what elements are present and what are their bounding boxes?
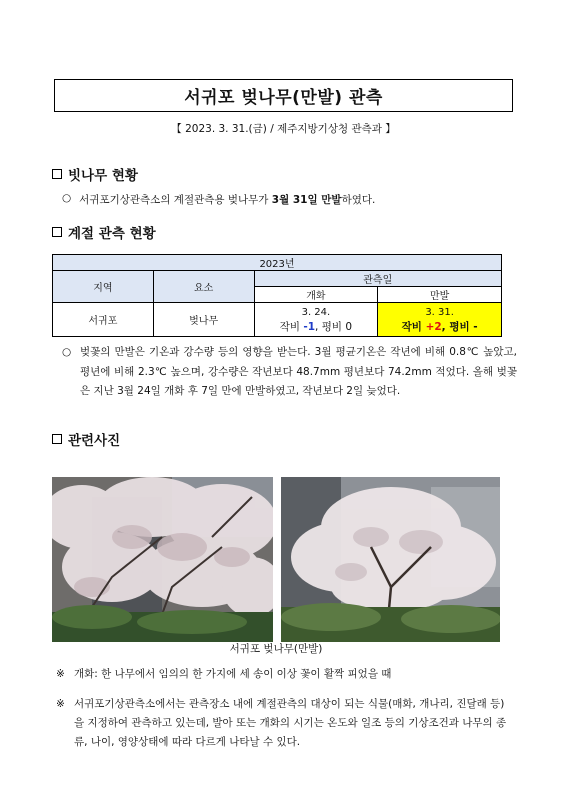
bloom-prev-label: 작비 <box>279 320 304 333</box>
note-1-text: 개화: 한 나무에서 임의의 한 가지에 세 송이 이상 꽃이 활짝 피었을 때 <box>74 668 392 680</box>
full-date: 3. 31. <box>425 306 454 318</box>
bloom-prev-value: -1 <box>303 320 316 333</box>
note-2-text: 서귀포기상관측소에서는 관측장소 내에 계절관측의 대상이 되는 식물(매화, 개나리, 진달래 등)을 지정하여 관측하고 있는데, 발아 또는 개화의 시기는 온도와 일조 등의 기상조건과 나무의 종류, 나이, 영양상태에 따라 다르게 나타날 수 있다. <box>74 698 507 748</box>
table-cell-bloom <box>254 303 378 337</box>
note-1 <box>56 665 514 684</box>
table-cell-full <box>378 303 502 337</box>
table-year-header: 2023년 <box>53 255 502 271</box>
photo-caption: 서귀포 벚나무(만발) <box>229 643 323 655</box>
observation-table <box>52 254 502 337</box>
note-2 <box>56 695 514 752</box>
full-prev-label: 작비 <box>401 320 426 333</box>
table-header-bloom: 개화 <box>254 287 378 303</box>
cherry-blossom-photo-2 <box>281 477 500 642</box>
table-header-full: 만발 <box>378 287 502 303</box>
reference-mark-icon: ※ <box>56 668 65 680</box>
section-1-text <box>79 192 375 207</box>
table-cell-region: 서귀포 <box>53 303 154 337</box>
bloom-norm: , 평비 0 <box>315 320 353 333</box>
section-1-heading <box>52 164 138 184</box>
checkbox-square-icon <box>52 169 62 179</box>
circle-bullet-icon: ○ <box>62 192 72 204</box>
bloom-date: 3. 24. <box>301 306 331 318</box>
checkbox-square-icon <box>52 434 62 444</box>
document-title-text: 서귀포 벚나무(만발) 관측 <box>184 88 383 108</box>
table-header-obs-day: 관측일 <box>254 271 501 287</box>
cherry-blossom-photo-1 <box>52 477 273 642</box>
table-header-region: 지역 <box>53 271 154 303</box>
cherry-blossom-photo-2-image <box>281 477 500 642</box>
section-2-heading <box>52 222 156 242</box>
full-comparison <box>378 320 501 335</box>
table-cell-element: 벚나무 <box>153 303 254 337</box>
reference-mark-icon: ※ <box>56 698 65 710</box>
section-1-text-bold: 3월 31일 만발 <box>271 194 342 206</box>
section-3-heading <box>52 429 120 449</box>
section-1-bullet <box>62 192 375 207</box>
section-2-paragraph <box>62 343 517 402</box>
table-header-element: 요소 <box>153 271 254 303</box>
section-2-paragraph-text: 벚꽃의 만발은 기온과 강수량 등의 영향을 받는다. 3월 평균기온은 작년에 비해 0.8℃ 높았고, 평년에 비해 2.3℃ 높으며, 강수량은 작년보다 48.7mm 평년보다 74.2mm 적었다. 올해 벚꽃은 지난 3월 24일 개화 후 7일 만에 만발하였고, 작년보다 2일 늦었다. <box>80 346 517 397</box>
section-1-heading-text: 빗나무 현황 <box>68 168 138 184</box>
section-3-heading-text: 관련사진 <box>68 433 121 449</box>
checkbox-square-icon <box>52 227 62 237</box>
full-prev-value: +2 <box>425 320 442 333</box>
document-title <box>54 79 513 112</box>
section-1-text-a: 서귀포기상관측소의 계절관측용 벚나무가 <box>79 194 272 206</box>
bloom-comparison <box>255 320 378 335</box>
section-2-heading-text: 계절 관측 현황 <box>68 226 156 242</box>
circle-bullet-icon: ○ <box>62 346 72 358</box>
section-1-text-b: 하였다. <box>341 194 376 206</box>
cherry-blossom-photo-1-image <box>52 477 273 642</box>
date-line: 【 2023. 3. 31.(금) / 제주지방기상청 관측과 】 <box>171 123 396 135</box>
full-norm: , 평비 - <box>441 320 478 333</box>
